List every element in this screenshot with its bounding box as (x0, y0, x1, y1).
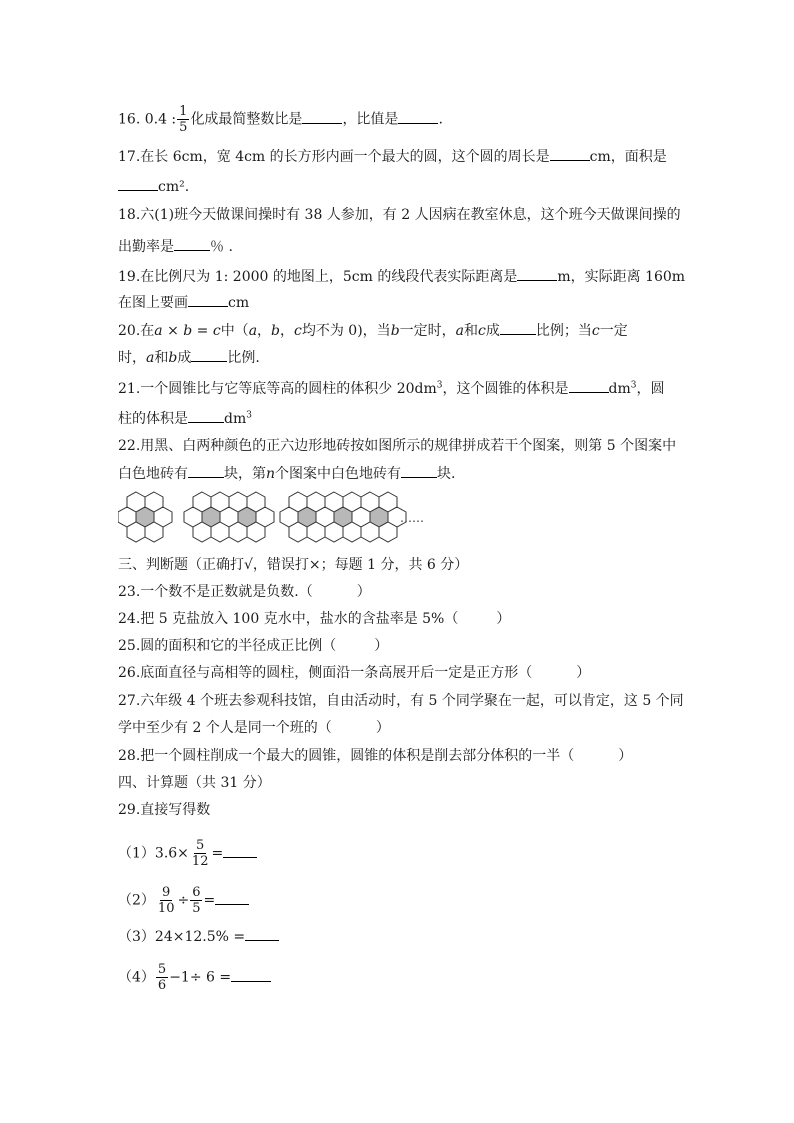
hexagon-pattern-3 (280, 492, 406, 542)
question-21: 21.一个圆锥比与它等底等高的圆柱的体积少 $20dm^3$，这个圆锥的体积是 $dm^3$，圆 (118, 378, 664, 399)
calc-3: （3）24×12.5% = (118, 926, 279, 947)
hexagon-tile-patterns (118, 490, 438, 546)
question-18: 18.六(1)班今天做课间操时有 38 人参加，有 2 人因病在教室休息，这个班今天做课间操的 (118, 207, 681, 223)
fraction-one-fifth: $\frac{1}{5}$ (179, 104, 188, 135)
answer-blank[interactable] (174, 236, 210, 251)
hexagon-pattern-2 (184, 492, 274, 542)
question-17-line-2: cm². (118, 176, 189, 197)
question-20-line-2: 时，a和b成 比例. (118, 347, 260, 368)
question-24: 24.把 5 克盐放入 100 克水中，盐水的含盐率是 5%（ ） (118, 611, 511, 627)
question-25: 25.圆的面积和它的半径成正比例（ ） (118, 638, 389, 654)
question-28: 28.把一个圆柱削成一个最大的圆锥，圆锥的体积是削去部分体积的一半（ ） (118, 748, 633, 764)
question-19-line-2: 在图上要画 cm (118, 292, 249, 313)
calc-2: （2） $\frac{9}{10}$ ÷ $\frac{6}{5}$ = (118, 885, 249, 916)
q16-ratio-lead: 16. 0.4 : (118, 111, 177, 128)
question-27-line-2: 学中至少有 2 个人是同一个班的（ ） (118, 720, 390, 736)
question-23: 23.一个数不是正数就是负数.（ ） (118, 584, 371, 600)
answer-blank[interactable] (517, 266, 557, 281)
answer-blank[interactable] (500, 320, 536, 335)
answer-blank[interactable] (188, 292, 228, 307)
question-22-line-2: 白色地砖有 块，第n个图案中白色地砖有 块. (118, 463, 455, 484)
answer-blank[interactable] (191, 347, 227, 362)
question-21-line-2: 柱的体积是 $dm^3$ (118, 408, 252, 429)
answer-blank[interactable] (245, 926, 279, 941)
answer-blank[interactable] (398, 109, 438, 124)
question-17: 17.在长 6cm，宽 4cm 的长方形内画一个最大的圆，这个圆的周长是 cm，面积是 (118, 146, 667, 167)
answer-blank[interactable] (118, 176, 158, 191)
answer-blank[interactable] (302, 109, 342, 124)
answer-blank[interactable] (231, 967, 271, 982)
question-27: 27.六年级 4 个班去参观科技馆，自由活动时，有 5 个同学聚在一起，可以肯定，这 5 个同 (118, 693, 684, 709)
answer-blank[interactable] (188, 463, 224, 478)
question-29: 29.直接写得数 (118, 802, 211, 818)
calc-1: （1）3.6× $\frac{5}{12}$ = (118, 838, 257, 869)
answer-blank[interactable] (215, 890, 249, 905)
answer-blank[interactable] (401, 463, 437, 478)
answer-blank[interactable] (550, 146, 590, 161)
answer-blank[interactable] (188, 408, 224, 423)
question-22: 22.用黑、白两种颜色的正六边形地砖按如图所示的规律拼成若干个图案，则第 5 个图案中 (118, 438, 677, 454)
calc-4: （4） $\frac{5}{6}$ −1÷ 6 = (118, 962, 271, 993)
question-26: 26.底面直径与高相等的圆柱，侧面沿一条高展开后一定是正方形（ ） (118, 665, 591, 681)
section-4-heading: 四、计算题（共 31 分） (118, 775, 271, 791)
question-18-line-2: 出勤率是 ％ . (118, 236, 233, 257)
equation-axb-c: a × b = c (154, 323, 221, 339)
question-16: 16. 0.4 : $\frac{1}{5}$ 化成最简整数比是 ，比值是 . (118, 104, 443, 135)
answer-blank[interactable] (569, 378, 609, 393)
answer-blank[interactable] (223, 843, 257, 858)
question-20: 20.在a × b = c中（a，b，c均不为 0)，当b一定时，a和c成 比例；当c一定 (118, 320, 628, 341)
question-19: 19.在比例尺为 1: 2000 的地图上，5cm 的线段代表实际距离是 m，实际距离 160m (118, 266, 685, 287)
hexagon-pattern-1 (118, 492, 172, 542)
ellipsis: …… (400, 511, 424, 525)
section-3-heading: 三、判断题（正确打√，错误打×；每题 1 分，共 6 分） (118, 557, 469, 573)
